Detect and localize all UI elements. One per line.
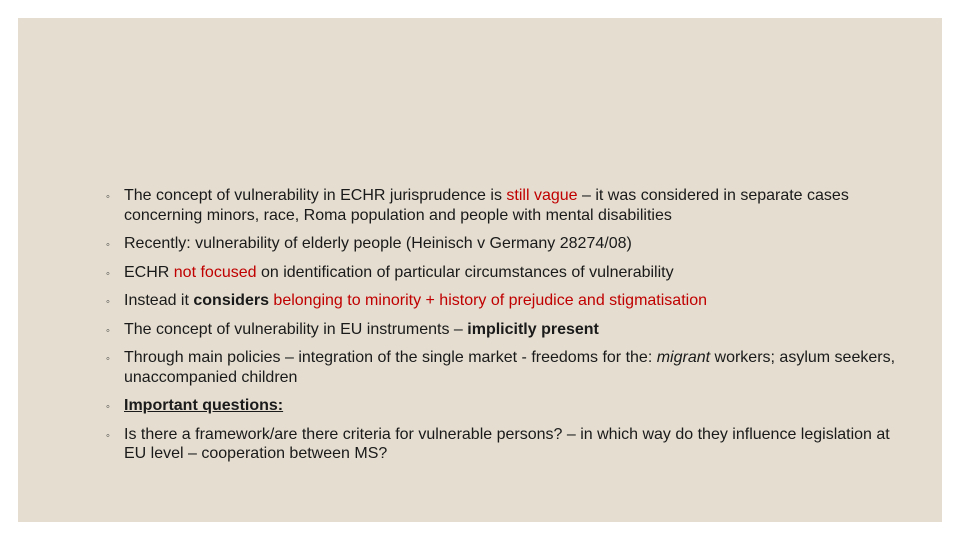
bullet-text: workers; asylum seekers, unaccompanied children <box>124 349 896 386</box>
bullet-marker: ◦ <box>106 191 110 203</box>
bullet-marker: ◦ <box>106 401 110 413</box>
bullet-text: on identification of particular circumstances of vulnerability <box>256 263 674 281</box>
bullet-text: Recently: vulnerability of elderly people (Heinisch v Germany 28274/08) <box>124 235 632 252</box>
bullet-item-considers <box>106 291 906 311</box>
bullet-marker: ◦ <box>106 353 110 365</box>
bullet-text: Is there a framework/are there criteria for vulnerable persons? – in which way do they influence legislation at EU level – cooperation between MS? <box>124 425 890 462</box>
bullet-marker: ◦ <box>106 267 110 280</box>
bullet-item-main-policies <box>106 348 906 387</box>
bullet-text: Instead it <box>124 292 194 309</box>
slide <box>18 18 942 522</box>
bullet-marker: ◦ <box>106 324 110 337</box>
bullet-item-echr-vague <box>106 186 906 225</box>
bullet-list <box>106 186 906 473</box>
highlight-still-vague: still vague <box>506 187 578 204</box>
bullet-item-framework-question <box>106 425 906 464</box>
bullet-text: Through main policies – integration of the single market - freedoms for the: <box>124 349 657 366</box>
bullet-marker: ◦ <box>106 239 110 251</box>
italic-migrant: migrant <box>656 349 711 366</box>
bullet-item-not-focused <box>106 263 906 283</box>
highlight-minority-prejudice: belonging to minority + history of prejudice and stigmatisation <box>273 292 707 309</box>
bold-considers: considers <box>193 292 269 309</box>
bullet-item-important-questions <box>106 396 906 416</box>
bullet-text: The concept of vulnerability in ECHR jurisprudence is <box>124 187 507 204</box>
bullet-text: The concept of vulnerability in EU instruments – <box>124 320 468 338</box>
bullet-marker: ◦ <box>106 429 110 442</box>
bullet-item-elderly <box>106 234 906 254</box>
highlight-not-focused: not focused <box>173 263 257 281</box>
bullet-text: – it was considered in separate cases concerning minors, race, Roma population and people with mental disabilities <box>124 187 849 224</box>
bold-implicitly-present: implicitly present <box>467 320 599 338</box>
bullet-marker: ◦ <box>106 296 110 308</box>
bullet-text: ECHR <box>124 263 174 281</box>
important-questions-heading: Important questions: <box>124 397 284 414</box>
bullet-item-eu-instruments <box>106 320 906 340</box>
